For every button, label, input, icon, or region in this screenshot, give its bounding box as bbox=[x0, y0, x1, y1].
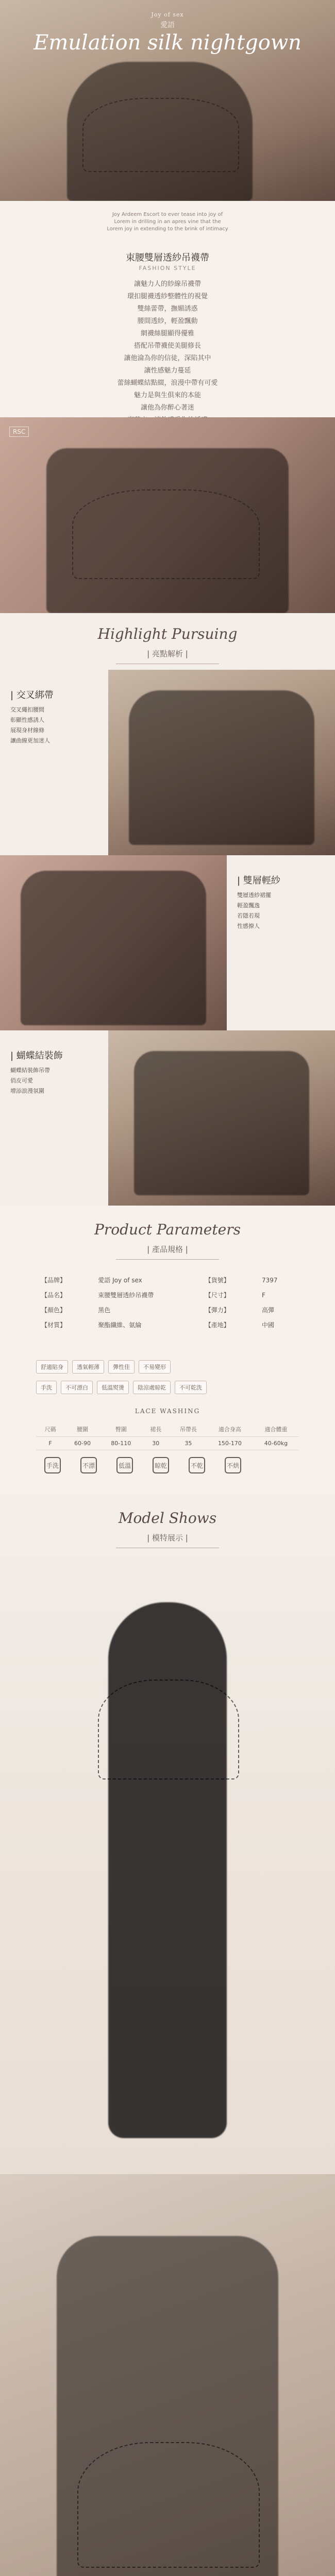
lace-pattern bbox=[72, 489, 260, 579]
callout-2 bbox=[0, 855, 335, 1030]
callout-2-silhouette bbox=[21, 871, 206, 1025]
size-header: 尺碼 bbox=[36, 1422, 64, 1437]
product-cn-title: | 產品規格 | bbox=[147, 1245, 188, 1254]
hand-wash-icon: 手洗 bbox=[44, 1457, 61, 1473]
size-header: 吊帶長 bbox=[170, 1422, 207, 1437]
care-chip: 不可乾洗 bbox=[175, 1381, 207, 1394]
hero-lace-detail bbox=[82, 98, 239, 172]
param-key: 【品名】 bbox=[41, 1292, 66, 1299]
callout-2-line: 雙層透紗裙擺 bbox=[237, 892, 271, 899]
model-cn-title: | 模特展示 | bbox=[147, 1533, 188, 1543]
size-table bbox=[36, 1422, 299, 1450]
intro-line: Lorem in drilling in an apres vine that the bbox=[114, 219, 221, 225]
callout-1-photo bbox=[108, 670, 335, 855]
copy-line: 讓他為你醉心著迷 bbox=[140, 404, 194, 412]
param-value: F bbox=[262, 1291, 265, 1299]
copy-line: 讓性感魅力蔓延 bbox=[144, 367, 191, 375]
callout-1-line: 讓曲線更加迷人 bbox=[10, 737, 50, 744]
size-cell: 30 bbox=[142, 1437, 170, 1450]
callout-3-line: 俏皮可愛 bbox=[10, 1077, 33, 1084]
callout-3-silhouette bbox=[134, 1051, 309, 1195]
callout-1-line: 交叉繩扣腰間 bbox=[10, 706, 44, 713]
no-bleach-icon: 不漂 bbox=[80, 1457, 97, 1473]
lace-washing-title: LACE WASHING bbox=[135, 1408, 200, 1415]
copy-line: 讓魅力人的紗線吊襪帶 bbox=[133, 280, 201, 288]
intro-line: Lorem joy in extending to the brink of intimacy bbox=[107, 226, 228, 232]
param-key: 【尺寸】 bbox=[205, 1292, 230, 1299]
care-chip: 低溫熨燙 bbox=[97, 1381, 129, 1394]
size-header: 適合體重 bbox=[253, 1422, 299, 1437]
model-2-lace bbox=[77, 2442, 260, 2568]
size-cell: 80-110 bbox=[100, 1437, 142, 1450]
product-subtitle: FASHION STYLE bbox=[139, 265, 196, 272]
model-1-garter bbox=[98, 1680, 239, 1780]
param-row bbox=[36, 1317, 299, 1332]
care-icons bbox=[44, 1457, 241, 1473]
care-chip: 手洗 bbox=[36, 1381, 57, 1394]
size-cell: 150-170 bbox=[207, 1437, 253, 1450]
params-table bbox=[36, 1273, 299, 1332]
feature-chip: 不易變形 bbox=[139, 1360, 171, 1374]
size-cell: 60-90 bbox=[64, 1437, 100, 1450]
param-row bbox=[36, 1302, 299, 1317]
product-parameters bbox=[0, 1206, 335, 1494]
size-cell: F bbox=[36, 1437, 64, 1450]
feature-chip: 彈性佳 bbox=[108, 1360, 135, 1374]
line-dry-icon: 晾乾 bbox=[153, 1457, 169, 1473]
param-key: 【貨號】 bbox=[205, 1277, 230, 1284]
intro-line: Joy Ardeem Escort to ever tease into joy of bbox=[112, 212, 223, 217]
copy-line: 環扣腿襪透紗整體性的視覺 bbox=[127, 293, 208, 300]
param-row bbox=[36, 1287, 299, 1302]
section-divider bbox=[116, 1259, 219, 1260]
callout-1-line: 彰顯性感誘人 bbox=[10, 717, 44, 723]
model-script-title: Model Shows bbox=[118, 1510, 217, 1527]
param-value: 中國 bbox=[262, 1321, 275, 1329]
copy-line: 腰間透紗，輕盈飄動 bbox=[137, 317, 198, 325]
callout-1-title: | 交叉綁帶 bbox=[10, 690, 54, 701]
size-row bbox=[36, 1437, 299, 1450]
low-iron-icon: 低溫 bbox=[116, 1457, 133, 1473]
size-header: 適合身高 bbox=[207, 1422, 253, 1437]
care-chip: 陰涼處晾乾 bbox=[133, 1381, 171, 1394]
size-header: 臀圍 bbox=[100, 1422, 142, 1437]
model-photo-1 bbox=[0, 1556, 335, 2174]
copy-line: 讓他淪為你的信徒，深陷其中 bbox=[124, 354, 211, 362]
care-chip: 不可漂白 bbox=[61, 1381, 93, 1394]
hero-photo bbox=[0, 0, 335, 201]
callout-3-text bbox=[10, 1051, 103, 1096]
intro-small-lines bbox=[0, 211, 335, 233]
param-value: 黑色 bbox=[98, 1307, 111, 1314]
param-key: 【材質】 bbox=[41, 1321, 66, 1329]
callout-3-photo bbox=[108, 1030, 335, 1206]
highlight-script-title: Highlight Pursuing bbox=[97, 625, 238, 642]
care-chips bbox=[36, 1381, 207, 1394]
hero-eyebrow: Joy of sex bbox=[151, 11, 184, 18]
copy-line: 魅力是與生俱來的本能 bbox=[133, 392, 201, 399]
param-value: 聚酯纖維、氨綸 bbox=[98, 1321, 142, 1329]
callout-3-line: 增添浪漫氛圍 bbox=[10, 1088, 44, 1094]
callout-2-line: 若隱若現 bbox=[237, 912, 260, 919]
feature-chip: 透氣輕薄 bbox=[72, 1360, 104, 1374]
hero-brand-cn: 愛語 bbox=[160, 21, 175, 29]
callout-1 bbox=[0, 670, 335, 855]
size-header-row bbox=[36, 1422, 299, 1437]
callout-2-title: | 雙層輕紗 bbox=[237, 875, 280, 886]
intro-copy bbox=[0, 278, 335, 427]
param-key: 【產地】 bbox=[205, 1321, 230, 1329]
no-tumble-dry-icon: 不烘 bbox=[225, 1457, 241, 1473]
param-row bbox=[36, 1273, 299, 1287]
feature-chip: 舒適貼身 bbox=[36, 1360, 68, 1374]
copy-line: 雙絲蕾帶，撫媚誘惑 bbox=[137, 305, 198, 313]
no-dry-clean-icon: 不乾 bbox=[189, 1457, 205, 1473]
callout-3-line: 蝴蝶結裝飾吊帶 bbox=[10, 1067, 50, 1074]
size-cell: 35 bbox=[170, 1437, 207, 1450]
param-key: 【彈力】 bbox=[205, 1307, 230, 1314]
callout-2-line: 性感撩人 bbox=[237, 923, 260, 929]
product-script-title: Product Parameters bbox=[94, 1221, 241, 1238]
highlight-header bbox=[0, 613, 335, 670]
highlight-cn-title: | 亮點解析 | bbox=[147, 649, 188, 658]
copy-line: 蕾絲蝴蝶結點綴，浪漫中帶有可愛 bbox=[117, 379, 218, 387]
callout-1-text bbox=[10, 690, 103, 746]
callout-2-photo bbox=[0, 855, 227, 1030]
param-value: 愛語 Joy of sex bbox=[98, 1277, 142, 1284]
param-value: 束腰雙層透紗吊襪帶 bbox=[98, 1292, 154, 1299]
model-shows-header bbox=[0, 1494, 335, 1556]
callout-1-line: 展現身材線條 bbox=[10, 727, 44, 734]
lace-closeup-photo bbox=[0, 417, 335, 613]
param-value: 高彈 bbox=[262, 1307, 275, 1314]
copy-line: 搭配吊帶襪使美腿修長 bbox=[133, 342, 201, 350]
callout-1-silhouette bbox=[129, 690, 314, 845]
size-cell: 40-60kg bbox=[253, 1437, 299, 1450]
size-header: 裙長 bbox=[142, 1422, 170, 1437]
param-key: 【品牌】 bbox=[41, 1277, 66, 1284]
model-photo-2 bbox=[0, 2174, 335, 2576]
hero-title: Emulation silk nightgown bbox=[34, 31, 301, 55]
callout-3 bbox=[0, 1030, 335, 1206]
callout-2-line: 輕盈飄逸 bbox=[237, 902, 260, 909]
callout-3-title: | 蝴蝶結裝飾 bbox=[10, 1050, 63, 1061]
param-key: 【顏色】 bbox=[41, 1307, 66, 1314]
size-header: 腰圍 bbox=[64, 1422, 100, 1437]
product-title: 束腰雙層透紗吊襪帶 bbox=[126, 252, 209, 263]
callout-2-text bbox=[237, 876, 325, 931]
param-value: 7397 bbox=[262, 1276, 278, 1284]
corner-tag: RSC bbox=[9, 427, 29, 437]
intro-section bbox=[0, 201, 335, 417]
copy-line: 網襪絲腿顯得優雅 bbox=[140, 330, 194, 337]
features-chips bbox=[36, 1360, 171, 1374]
